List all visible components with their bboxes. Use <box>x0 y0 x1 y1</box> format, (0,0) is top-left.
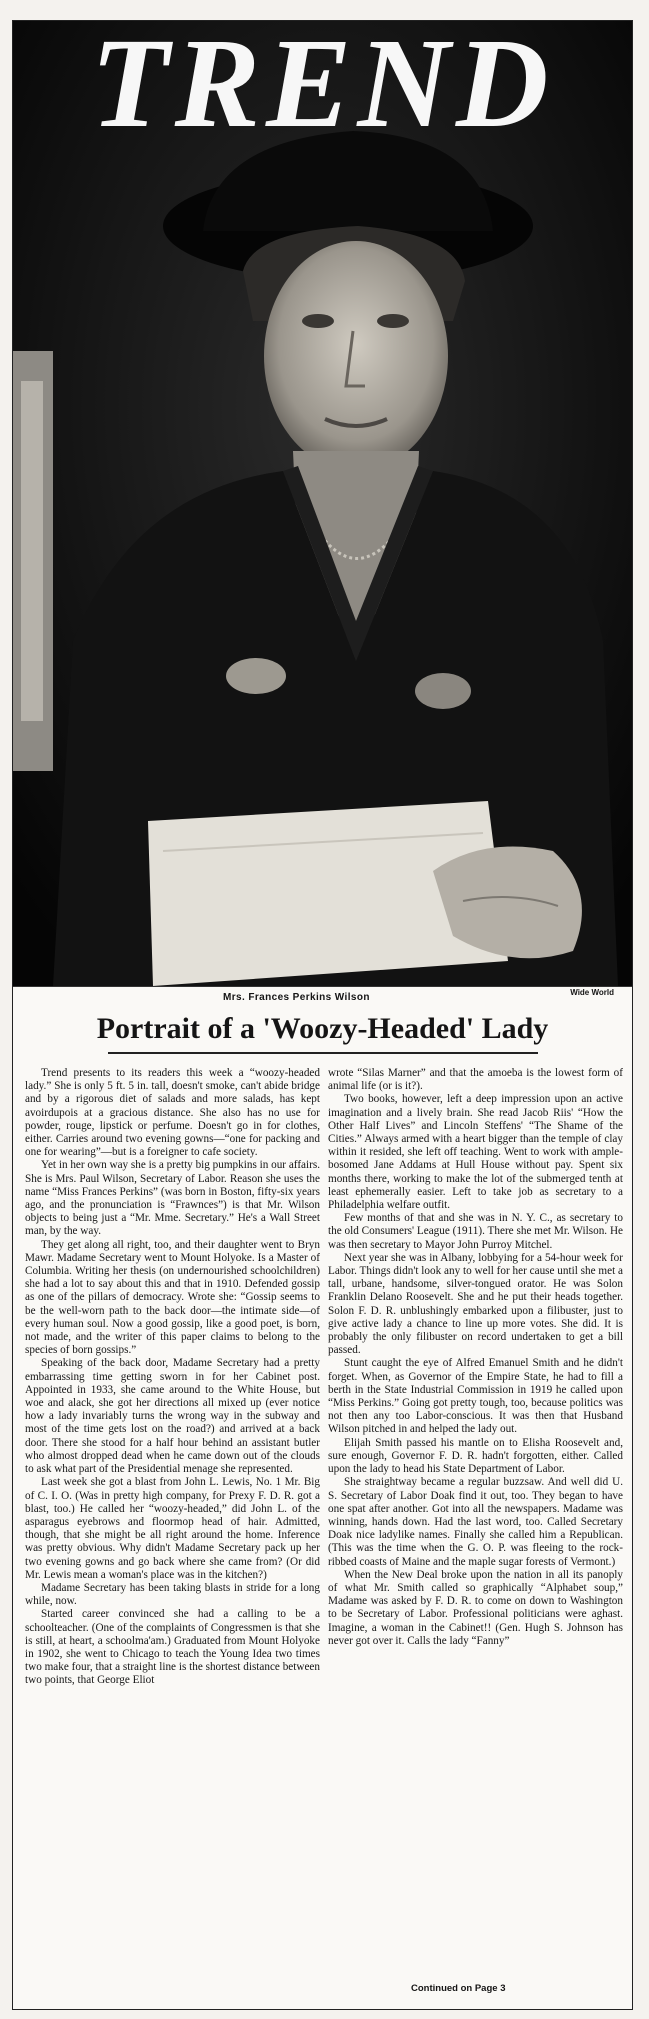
photo-credit: Wide World <box>570 988 614 997</box>
paragraph: Two books, however, left a deep impression upon an active imagination and a lively brain. She read Jacob Riis' “How the Other Half Lives” and Lincoln Steffens' “The Shame of the Cities.” Always armed with a heart bigger than the temple of clay within it resided, she left off teaching. Went to work with ample-bosomed Jane Addams at Hull House without pay. Spent six months there, working to make the lot of the submerged tenth at least ephemerally easier. Left to take job as secretary to a Philadelphia welfare outfit. <box>328 1093 623 1212</box>
paragraph: Next year she was in Albany, lobbying for a 54-hour week for Labor. Things didn't look any to well for her cause until she met a tall, urbane, handsome, silver-tongued orator. He was Solon Franklin Delano Roosevelt. She and he put their heads together. Solon F. D. R. unblushingly embarked upon a filibuster, just to give active lady a chance to line up more votes. She did. It is probably the only filibuster on record undertaken to get a bill passed. <box>328 1251 623 1357</box>
portrait-photo <box>13 21 632 986</box>
paragraph: She straightway became a regular buzzsaw. And well did U. S. Secretary of Labor Doak find it out, too. They began to have one spat after another. Got into all the newspapers. Madame was winning, hands down. Had the last word, too. Called Secretary Doak nice ladylike names. Finally she called him a Republican. (This was the time when the G. O. P. was fleeing to the rock-ribbed coasts of Maine and the maple sugar forests of Vermont.) <box>328 1476 623 1568</box>
article-column-right <box>328 1067 623 1997</box>
paragraph: They get along all right, too, and their daughter went to Bryn Mawr. Madame Secretary went to Mount Holyoke. Is a Master of Columbia. Writing her thesis (on undernourished schoolchildren) she had a lot to say about this and that in 1910. Defended gossip as one of the pillars of democracy. Wrote she: “Gossip seems to be the well-worn path to the back door—the intimate side—of every human soul. Now a good gossip, like a good poet, is born, not made, and the writer of this paper claims to belong to the species of born gossips.” <box>25 1238 320 1357</box>
masthead-title: TREND <box>90 21 555 154</box>
portrait-illustration <box>13 21 632 986</box>
paragraph: Trend presents to its readers this week a “woozy-headed lady.” She is only 5 ft. 5 in. tall, doesn't smoke, can't abide bridge and by a rigorous diet of salads and more salads, has kept avoirdupois at a gracious distance. She also has no use for powder, rouge, lipstick or perfume. Doesn't go in for clothes, either. Carries around two evening gowns—“one for packing and one for wearing”—but is a foreigner to cafe society. <box>25 1067 320 1159</box>
newspaper-page <box>12 20 633 2010</box>
paragraph: Yet in her own way she is a pretty big pumpkins in our affairs. She is Mrs. Paul Wilson, Secretary of Labor. Reason she uses the name “Miss Frances Perkins” (was born in Boston, fifty-six years ago, and the pronunciation is “Frawnces”) is that Mr. Wilson objects to being just a “Mr. Mme. Secretary.” He's a Wall Street man, by the way. <box>25 1159 320 1238</box>
paragraph: Madame Secretary has been taking blasts in stride for a long while, now. <box>25 1581 320 1608</box>
paragraph: Few months of that and she was in N. Y. C., as secretary to the old Consumers' League (1911). There she met Mr. Wilson. He was then secretary to Mayor John Purroy Mitchel. <box>328 1212 623 1251</box>
paragraph: wrote “Silas Marner” and that the amoeba is the lowest form of animal life (or is it?). <box>328 1067 623 1093</box>
article-column-left <box>25 1067 320 1997</box>
article-headline: Portrait of a 'Woozy-Headed' Lady <box>96 1012 549 1045</box>
paragraph: When the New Deal broke upon the nation in all its panoply of what Mr. Smith called so graphically “Alphabet soup,” Madame was asked by F. D. R. to come on down to Washington to be Secretary of Labor. Professional politicians were aghast. Imagine, a woman in the Cabinet!! (Gen. Hugh S. Johnson has never got over it. Calls the lady “Fanny” <box>328 1568 623 1647</box>
paragraph: Started career convinced she had a calling to be a schoolteacher. (One of the complaints of Congressmen is that she is still, at heart, a schoolma'am.) Graduated from Mount Holyoke in 1902, she went to Chicago to teach the Young Idea two times two make four, that a straight line is the shortest distance between two points, that George Eliot <box>25 1608 320 1687</box>
paragraph: Stunt caught the eye of Alfred Emanuel Smith and he didn't forget. When, as Governor of the Empire State, he had to fill a berth in the State Industrial Commission in 1919 he called upon “Miss Perkins.” Going got pretty tough, too, because politics was not then any too Labor-conscious. It was then that Husband Wilson pitched in and helped the lady out. <box>328 1357 623 1436</box>
paragraph: Elijah Smith passed his mantle on to Elisha Roosevelt and, sure enough, Governor F. D. R. hadn't forgotten, either. Called upon the lady to head his State Department of Labor. <box>328 1436 623 1476</box>
photo-caption-row <box>13 986 632 1009</box>
paragraph: Last week she got a blast from John L. Lewis, No. 1 Mr. Big of C. I. O. (Was in pretty high company, for Prexy F. D. R. got a blast, too.) He called her “woozy-headed,” did John L. of the asparagus eyebrows and floormop head of hair. Admitted, though, that she might be all right around the home. Inference was pretty obvious. Why didn't Madame Secretary pack up her two evening gowns and go back where she came from? (Or did Mr. Lewis mean a woman's place was in the kitchen?) <box>25 1476 320 1581</box>
photo-caption: Mrs. Frances Perkins Wilson <box>223 992 370 1003</box>
continued-note: Continued on Page 3 <box>411 1983 506 1994</box>
headline-rule <box>108 1052 538 1054</box>
paragraph: Speaking of the back door, Madame Secretary had a pretty embarrassing time getting sworn in for her Cabinet post. Appointed in 1933, she came around to the White House, but woe and alack, she got her directions all mixed up (ever notice how a lady invariably turns the wrong way in the subway and most of the time gets lost on the road?) and arrived at a back door. There she stood for a half hour behind an assistant butler who almost dropped dead when he came down out of the clouds to ask what part of the Presidential menage she represented. <box>25 1357 320 1476</box>
